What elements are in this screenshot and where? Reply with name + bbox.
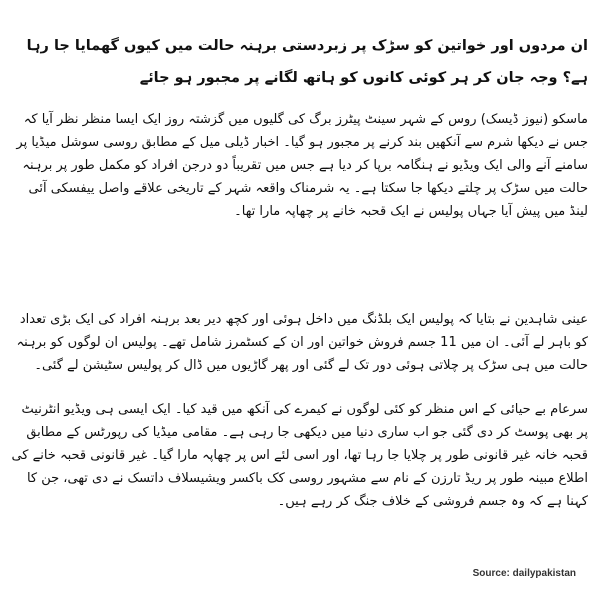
source-credit: Source: dailypakistan bbox=[472, 568, 576, 579]
article-paragraph-3: سرعام بے حیائی کے اس منظر کو کئی لوگوں نے کیمرے کی آنکھ میں قید کیا۔ ایک ایسی ہی ویڈیو انٹرنیٹ پر بھی پوسٹ کر دی گئی جو اب ساری دنیا میں دیکھی جا رہی ہے۔ مقامی میڈیا کی رپورٹس کے مطابق قحبہ خانہ غیر قانونی طور پر چلایا جا رہا تھا، اور اسی لئے اس پر چھاپہ مارا گیا۔ غیر قانونی قحبہ خانے کی اطلاع مبینہ طور پر ریڈ تارزن کے نام سے مشہور روسی کک باکسر ویشیسلاف داتسک نے دی تھی، جن کا کہنا ہے کہ وہ جسم فروشی کے خلاف جنگ کر رہے ہیں۔ bbox=[11, 402, 588, 509]
article-paragraph-1: ماسکو (نیوز ڈیسک) روس کے شہر سینٹ پیٹرز برگ کی گلیوں میں گزشتہ روز ایک ایسا منظر نظر آیا کہ جس نے دیکھا شرم سے آنکھیں بند کرنے پر مجبور ہو گیا۔ اخبار ڈیلی میل کے مطابق روسی سوشل میڈیا پر سامنے آنے والی ایک ویڈیو نے ہنگامہ برپا کر دیا ہے جس میں تقریباً دو درجن افراد کو مکمل طور پر برہنہ حالت میں سڑک پر چلتے دیکھا جا سکتا ہے۔ یہ شرمناک واقعہ شہر کے تاریخی علاقے واصل ییفسکی آئی لینڈ میں پیش آیا جہاں پولیس نے ایک قحبہ خانے پر چھاپہ مارا تھا۔ bbox=[16, 112, 588, 219]
article-headline: ان مردوں اور خواتین کو سڑک پر زبردستی برہنہ حالت میں کیوں گھمایا جا رہا ہے؟ وجہ جان کر ہر کوئی کانوں کو ہاتھ لگانے پر مجبور ہو جائے bbox=[26, 38, 588, 86]
article-paragraph-2: عینی شاہدین نے بتایا کہ پولیس ایک بلڈنگ میں داخل ہوئی اور کچھ دیر بعد برہنہ افراد کی ایک بڑی تعداد کو باہر لے آئی۔ ان میں 11 جسم فروش خواتین اور ان کے کسٹمرز شامل تھے۔ پولیس ان لوگوں کو برہنہ حالت میں ہی سڑک پر چلاتی ہوئی دور تک لے گئی اور پھر گاڑیوں میں ڈال کر پولیس سٹیشن لے گئی۔ bbox=[16, 312, 588, 373]
article bbox=[10, 0, 588, 600]
